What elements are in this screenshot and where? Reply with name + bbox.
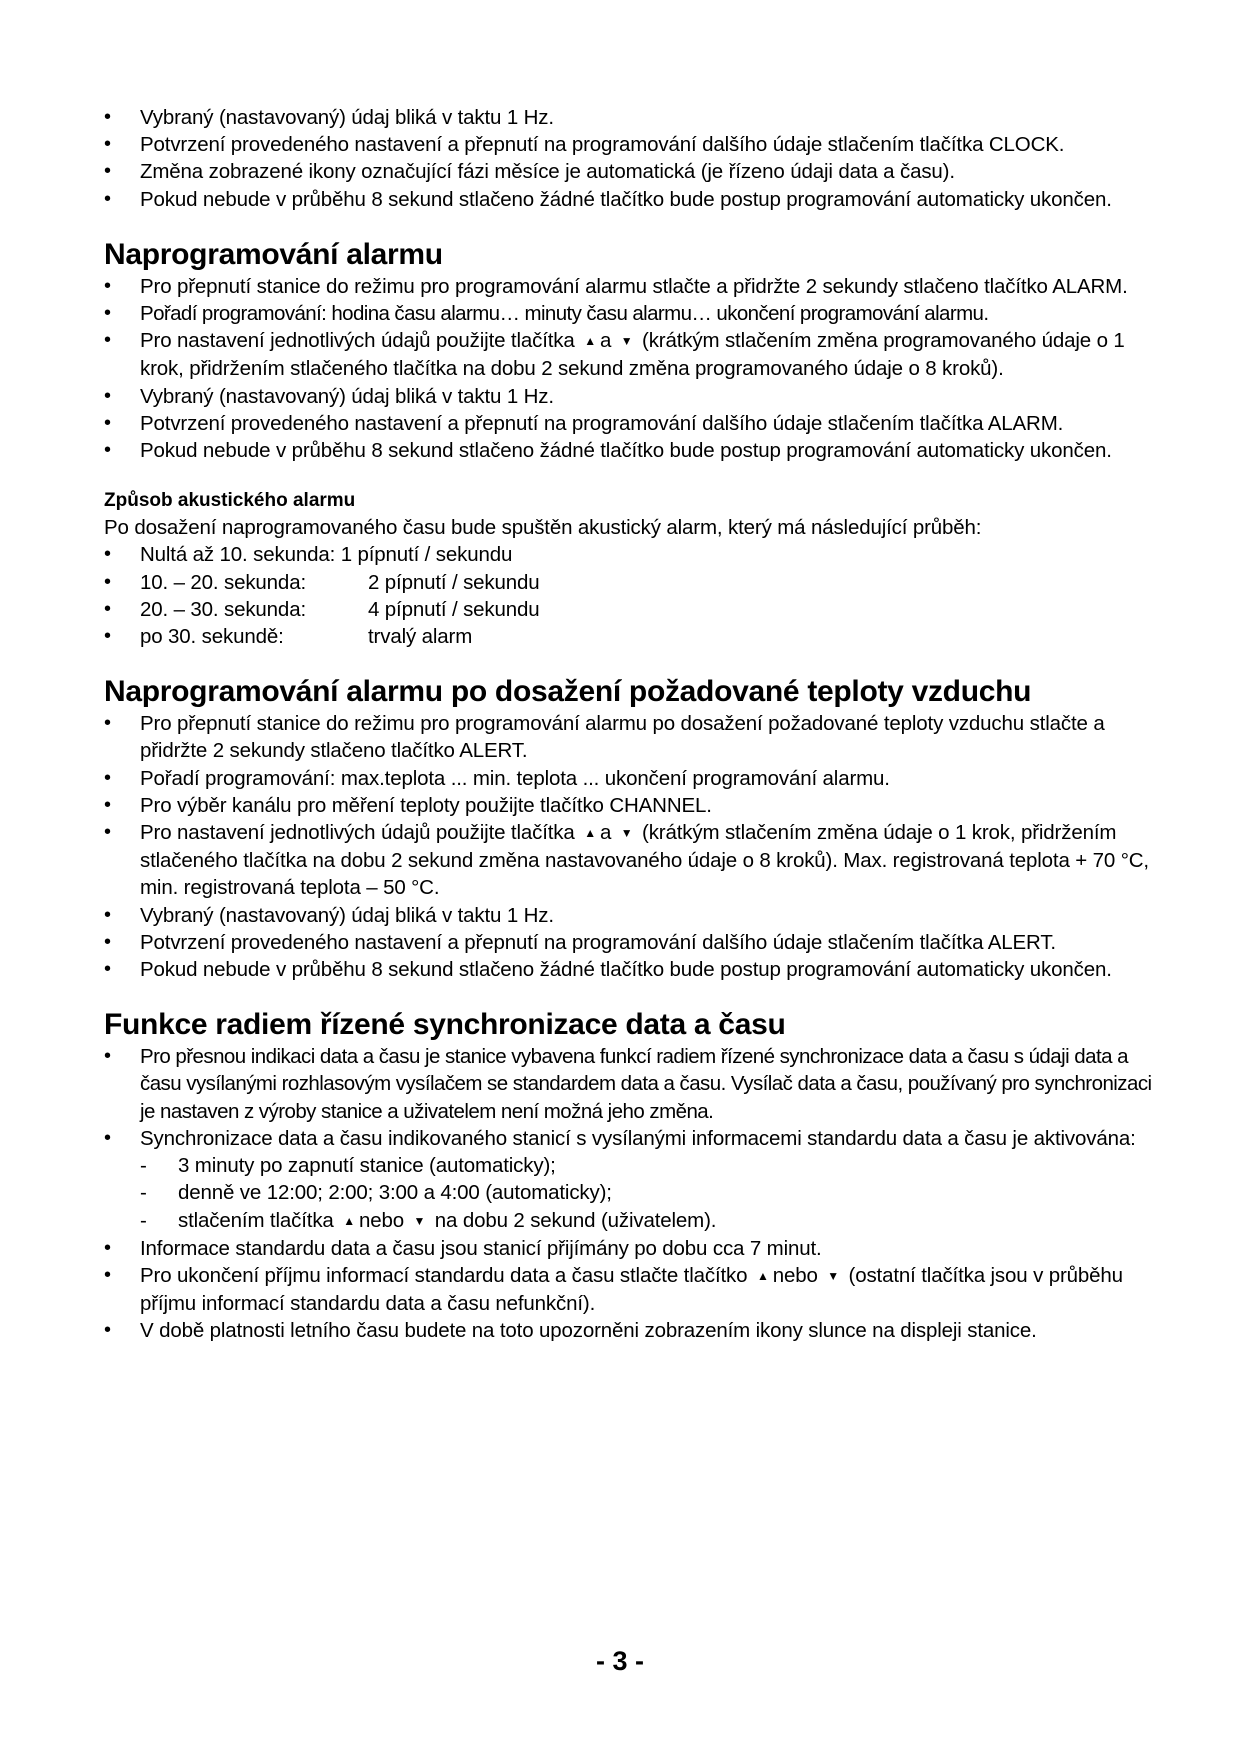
up-arrow-icon: ▲ bbox=[584, 334, 596, 349]
list-item bbox=[104, 819, 1154, 902]
section-title-alarm: Naprogramování alarmu bbox=[104, 237, 443, 271]
sublist-item-text: nebo bbox=[358, 1208, 404, 1232]
list-item-text: (krátkým stlačením změna programovaného údaje o 1 krok, přidržením stlačeného tlačítka na dobu 2 sekund změna programovaného údaje o 8 kroků). bbox=[140, 329, 1125, 381]
document-page bbox=[104, 104, 1154, 1345]
acoustic-list bbox=[104, 541, 1154, 650]
sublist-item: - 3 minuty po zapnutí stanice (automaticky); bbox=[140, 1152, 1154, 1179]
temperature-alarm-list bbox=[104, 710, 1154, 983]
alarm-list bbox=[104, 273, 1154, 464]
list-item-text: Pořadí programování: hodina času alarmu… minuty času alarmu… ukončení programování alarmu. bbox=[140, 302, 989, 326]
list-item: • Informace standardu data a času jsou stanicí přijímány po dobu cca 7 minut. bbox=[104, 1235, 1154, 1262]
list-item-text: a bbox=[599, 329, 612, 353]
acoustic-period: 10. – 20. sekunda: bbox=[140, 570, 306, 594]
acoustic-value: trvalý alarm bbox=[368, 625, 473, 649]
list-item-text: Pro nastavení jednotlivých údajů použijte tlačítka bbox=[140, 821, 575, 845]
list-item: • Pro přesnou indikaci data a času je stanice vybavena funkcí radiem řízené synchronizace data a času s údaji data a času vysílanými rozhlasovým vysílačem se standardem data a času. Vysílač data a času, používaný pro synchronizaci je nastaven z výroby stanice a uživatelem není možná jeho změna. bbox=[104, 1043, 1154, 1125]
down-arrow-icon: ▼ bbox=[620, 826, 633, 841]
list-item: • Pro přepnutí stanice do režimu pro programování alarmu po dosažení požadované teploty vzduchu stlačte a přidržte 2 sekundy stlačeno tlačítko ALERT. bbox=[104, 710, 1154, 764]
down-arrow-icon: ▼ bbox=[827, 1268, 839, 1283]
list-item-text: Pro ukončení příjmu informací standardu data a času stlačte tlačítko bbox=[140, 1263, 748, 1287]
list-item bbox=[104, 1125, 1154, 1235]
intro-list bbox=[104, 104, 1154, 213]
down-arrow-icon: ▼ bbox=[620, 334, 633, 349]
acoustic-value: 1 pípnutí / sekundu bbox=[340, 543, 513, 567]
acoustic-intro: Po dosažení naprogramovaného času bude spuštěn akustický alarm, který má následující průběh: bbox=[104, 516, 982, 540]
down-arrow-icon: ▼ bbox=[413, 1213, 426, 1228]
up-arrow-icon: ▲ bbox=[584, 826, 596, 841]
page-number: - 3 - bbox=[595, 1646, 644, 1676]
list-item: • V době platnosti letního času budete na toto upozorněni zobrazením ikony slunce na displeji stanice. bbox=[104, 1317, 1154, 1344]
section-title-temperature-alarm: Naprogramování alarmu po dosažení požadované teploty vzduchu bbox=[104, 675, 1032, 709]
acoustic-period: 20. – 30. sekunda: bbox=[140, 597, 306, 621]
list-item bbox=[104, 569, 1154, 596]
list-item: • Pokud nebude v průběhu 8 sekund stlačeno žádné tlačítko bude postup programování automaticky ukončen. bbox=[104, 956, 1154, 983]
list-item: • Potvrzení provedeného nastavení a přepnutí na programování dalšího údaje stlačením tlačítka CLOCK. bbox=[104, 131, 1154, 158]
list-item-text: Pro nastavení jednotlivých údajů použijte tlačítka bbox=[140, 329, 575, 353]
list-item: • Pro výběr kanálu pro měření teploty použijte tlačítko CHANNEL. bbox=[104, 792, 1154, 819]
list-item: • Vybraný (nastavovaný) údaj bliká v taktu 1 Hz. bbox=[104, 383, 1154, 410]
list-item bbox=[104, 596, 1154, 623]
list-item: • Pro přepnutí stanice do režimu pro programování alarmu stlačte a přidržte 2 sekundy stlačeno tlačítko ALARM. bbox=[104, 273, 1154, 300]
list-item bbox=[104, 541, 1154, 568]
list-item bbox=[104, 623, 1154, 650]
list-item-text: (krátkým stlačením změna údaje o 1 krok, přidržením stlačeného tlačítka na dobu 2 sekund změna nastavovaného údaje o 8 kroků). Max. registrovaná teplota + 70 °C, min. registrovaná teplota – 50 °C. bbox=[140, 821, 1149, 900]
sublist-item-text: na dobu 2 sekund (uživatelem). bbox=[434, 1208, 717, 1232]
list-item: • Potvrzení provedeného nastavení a přepnutí na programování dalšího údaje stlačením tlačítka ALERT. bbox=[104, 929, 1154, 956]
list-item: • Změna zobrazené ikony označující fázi měsíce je automatická (je řízeno údaji data a času). bbox=[104, 158, 1154, 185]
acoustic-period: Nultá až 10. sekunda: bbox=[140, 543, 336, 567]
list-item: • Vybraný (nastavovaný) údaj bliká v taktu 1 Hz. bbox=[104, 902, 1154, 929]
subsection-title-acoustic: Způsob akustického alarmu bbox=[104, 490, 356, 512]
list-item bbox=[104, 1262, 1154, 1317]
activation-sublist bbox=[140, 1152, 1154, 1235]
acoustic-value: 2 pípnutí / sekundu bbox=[368, 570, 540, 594]
sublist-item bbox=[140, 1207, 1154, 1235]
list-item: • Pokud nebude v průběhu 8 sekund stlačeno žádné tlačítko bude postup programování automaticky ukončen. bbox=[104, 437, 1154, 464]
list-item-text: nebo bbox=[772, 1263, 818, 1287]
list-item-text: Synchronizace data a času indikovaného stanicí s vysílanými informacemi standardu data a času je aktivována: bbox=[140, 1126, 1136, 1150]
list-item-text: a bbox=[599, 821, 612, 845]
radio-sync-list bbox=[104, 1043, 1154, 1344]
up-arrow-icon: ▲ bbox=[343, 1213, 355, 1228]
list-item: • Pořadí programování: max.teplota ... min. teplota ... ukončení programování alarmu. bbox=[104, 765, 1154, 792]
section-title-radio-sync: Funkce radiem řízené synchronizace data a času bbox=[104, 1008, 786, 1042]
list-item: • Potvrzení provedeného nastavení a přepnutí na programování dalšího údaje stlačením tlačítka ALARM. bbox=[104, 410, 1154, 437]
acoustic-period: po 30. sekundě: bbox=[140, 625, 284, 649]
list-item bbox=[104, 327, 1154, 382]
list-item: • Pokud nebude v průběhu 8 sekund stlačeno žádné tlačítko bude postup programování automaticky ukončen. bbox=[104, 186, 1154, 213]
sublist-item: - denně ve 12:00; 2:00; 3:00 a 4:00 (automaticky); bbox=[140, 1179, 1154, 1206]
up-arrow-icon: ▲ bbox=[756, 1268, 769, 1283]
acoustic-value: 4 pípnutí / sekundu bbox=[368, 597, 540, 621]
list-item: • Vybraný (nastavovaný) údaj bliká v taktu 1 Hz. bbox=[104, 104, 1154, 131]
sublist-item-text: stlačením tlačítka bbox=[178, 1208, 334, 1232]
list-item-text: (ostatní tlačítka jsou v průběhu příjmu informací standardu data a času nefunkční). bbox=[140, 1263, 1123, 1316]
list-item bbox=[104, 300, 1154, 327]
